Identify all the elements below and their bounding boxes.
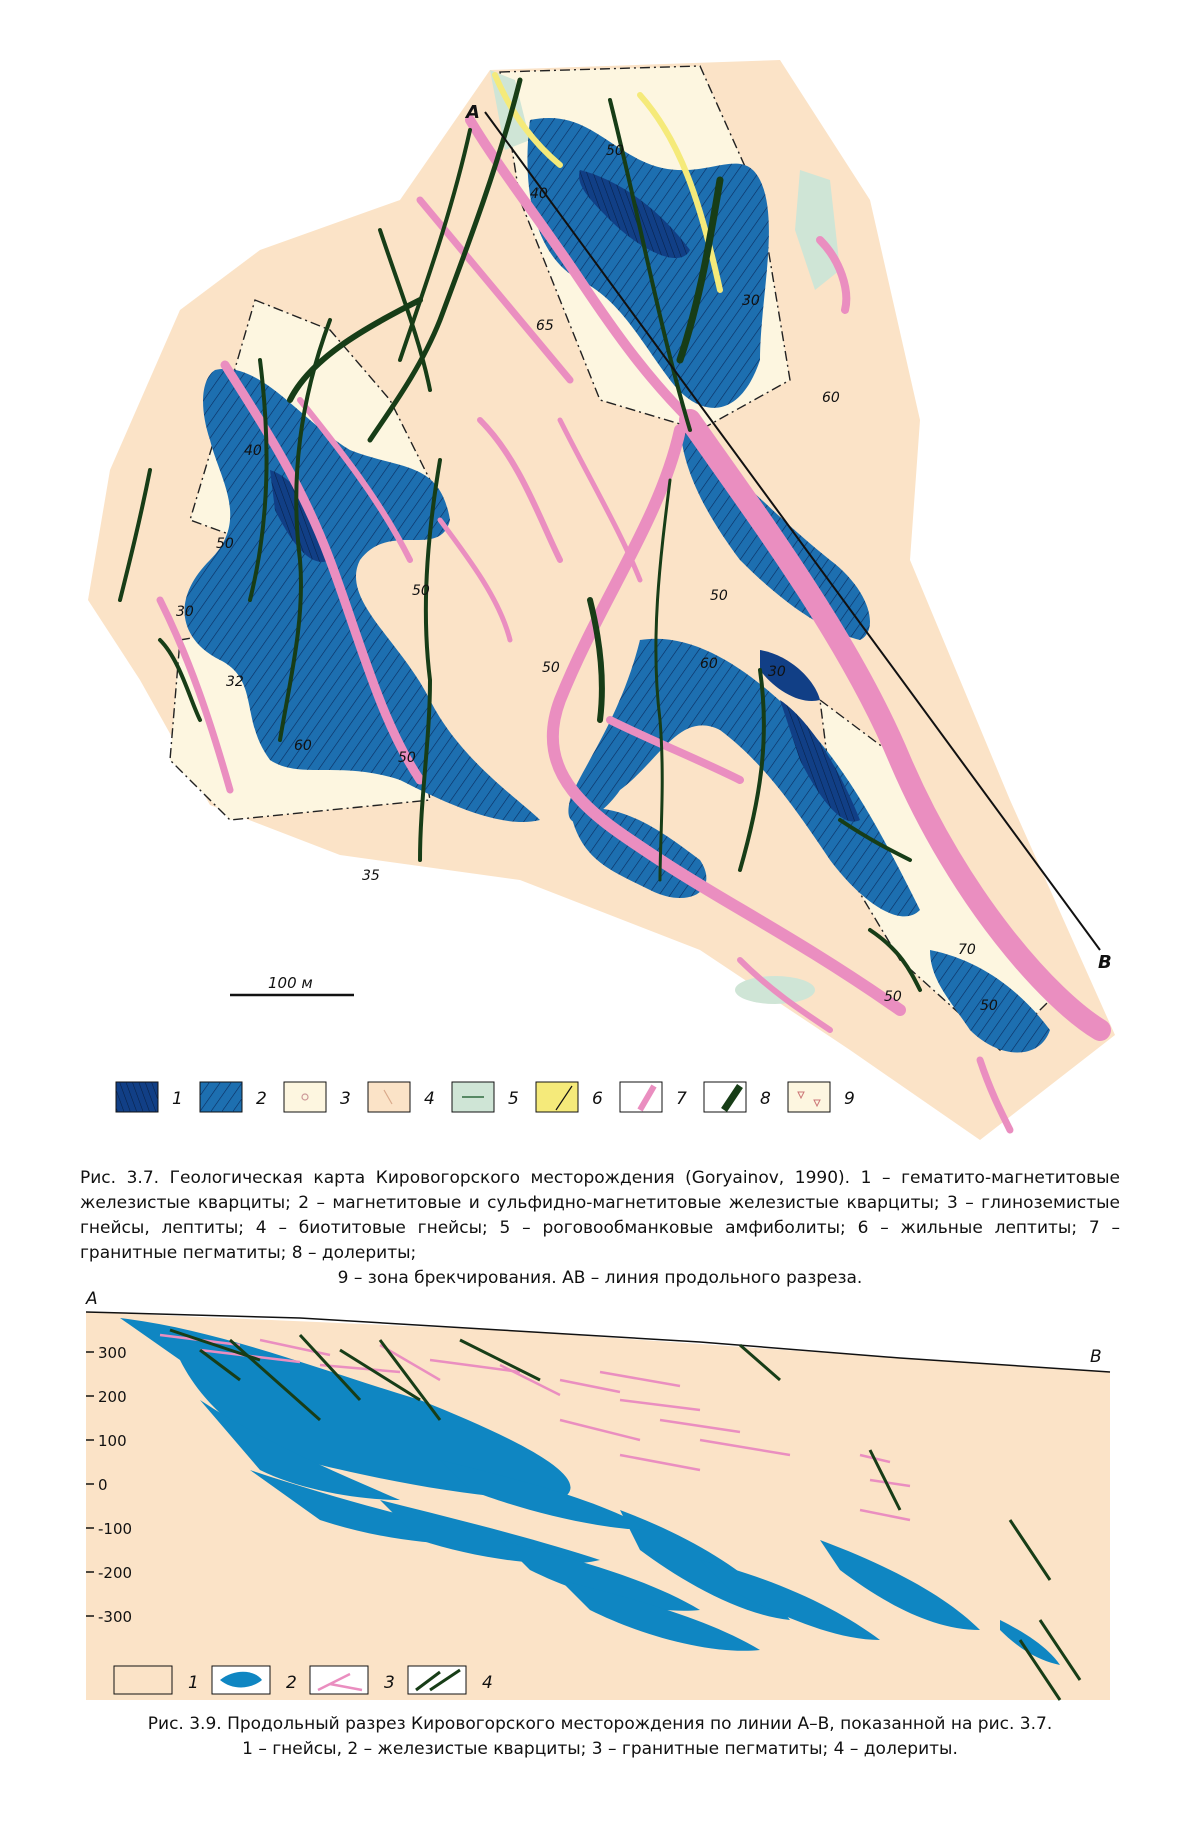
scale-bar-label: 100 м xyxy=(268,974,313,992)
dip-label: 50 xyxy=(216,536,234,552)
map-legend xyxy=(116,1082,855,1112)
dip-label: 30 xyxy=(768,664,786,680)
dip-label: 60 xyxy=(822,390,840,406)
legend-item-5 xyxy=(452,1082,519,1112)
caption-text: Рис. 3.7. Геологическая карта Кировогорского месторождения (Goryainov, 1990). 1 – гематито-магнетитовые железистые кварциты; 2 – магнетитовые и сульфидно-магнетитовые железистые кварциты; 3 – глиноземистые гнейсы, лептиты; 4 – биотитовые гнейсы; 5 – роговообманковые амфиболиты; 6 – жильные лептиты; 7 – гранитные пегматиты; 8 – долериты; xyxy=(80,1168,1120,1263)
dip-label: 50 xyxy=(412,583,430,599)
figure-3-7-caption xyxy=(80,1166,1120,1291)
dip-label: 50 xyxy=(980,998,998,1014)
figure-3-9-caption xyxy=(80,1712,1120,1762)
legend-item-9 xyxy=(788,1082,855,1112)
dip-label: 50 xyxy=(398,750,416,766)
depth-label: -300 xyxy=(98,1608,133,1626)
legend-item-3 xyxy=(284,1082,351,1112)
svg-text:2: 2 xyxy=(286,1673,297,1693)
geological-map xyxy=(88,60,1115,1140)
dip-label: 40 xyxy=(530,186,548,202)
svg-text:4: 4 xyxy=(424,1089,435,1109)
legend-item-4 xyxy=(368,1082,435,1112)
point-b-label: B xyxy=(1098,952,1112,973)
dip-label: 40 xyxy=(244,443,262,459)
svg-text:5: 5 xyxy=(508,1089,519,1109)
depth-label: 300 xyxy=(98,1344,127,1362)
section-point-b-label: B xyxy=(1090,1347,1102,1367)
longitudinal-section xyxy=(85,1289,1110,1700)
dip-label: 60 xyxy=(700,656,718,672)
point-a-label: A xyxy=(466,102,480,123)
dip-label: 50 xyxy=(606,143,624,159)
dip-label: 50 xyxy=(710,588,728,604)
depth-label: 0 xyxy=(98,1476,108,1494)
depth-label: 100 xyxy=(98,1432,127,1450)
legend-item-6 xyxy=(536,1082,603,1112)
depth-label: -100 xyxy=(98,1520,133,1538)
svg-text:3: 3 xyxy=(384,1673,395,1693)
depth-label: 200 xyxy=(98,1388,127,1406)
dip-label: 30 xyxy=(742,293,760,309)
section-point-a-label: A xyxy=(86,1289,98,1309)
scale-bar xyxy=(230,974,354,995)
dip-label: 50 xyxy=(542,660,560,676)
svg-text:7: 7 xyxy=(676,1089,687,1109)
svg-text:9: 9 xyxy=(844,1089,855,1109)
dip-label: 32 xyxy=(226,674,244,690)
svg-text:1: 1 xyxy=(188,1673,199,1693)
svg-text:3: 3 xyxy=(340,1089,351,1109)
dip-label: 30 xyxy=(176,604,194,620)
caption-last-line: 9 – зона брекчирования. AB – линия продольного разреза. xyxy=(337,1268,863,1288)
caption-line-1: Рис. 3.9. Продольный разрез Кировогорского месторождения по линии A–B, показанной на рис. 3.7. xyxy=(147,1714,1053,1734)
svg-text:4: 4 xyxy=(482,1673,493,1693)
svg-text:6: 6 xyxy=(592,1089,603,1109)
svg-text:8: 8 xyxy=(760,1089,771,1109)
dip-label: 50 xyxy=(884,989,902,1005)
legend-item-7 xyxy=(620,1082,687,1112)
dip-label: 65 xyxy=(536,318,554,334)
svg-text:2: 2 xyxy=(256,1089,267,1109)
svg-text:1: 1 xyxy=(172,1089,183,1109)
legend-item-2 xyxy=(200,1082,267,1112)
legend-item-8 xyxy=(704,1082,771,1112)
dip-label: 35 xyxy=(362,868,380,884)
dip-label: 60 xyxy=(294,738,312,754)
caption-line-2: 1 – гнейсы, 2 – железистые кварциты; 3 – гранитные пегматиты; 4 – долериты. xyxy=(242,1739,958,1759)
depth-label: -200 xyxy=(98,1564,133,1582)
legend-item-1 xyxy=(116,1082,183,1112)
dip-label: 70 xyxy=(958,942,976,958)
